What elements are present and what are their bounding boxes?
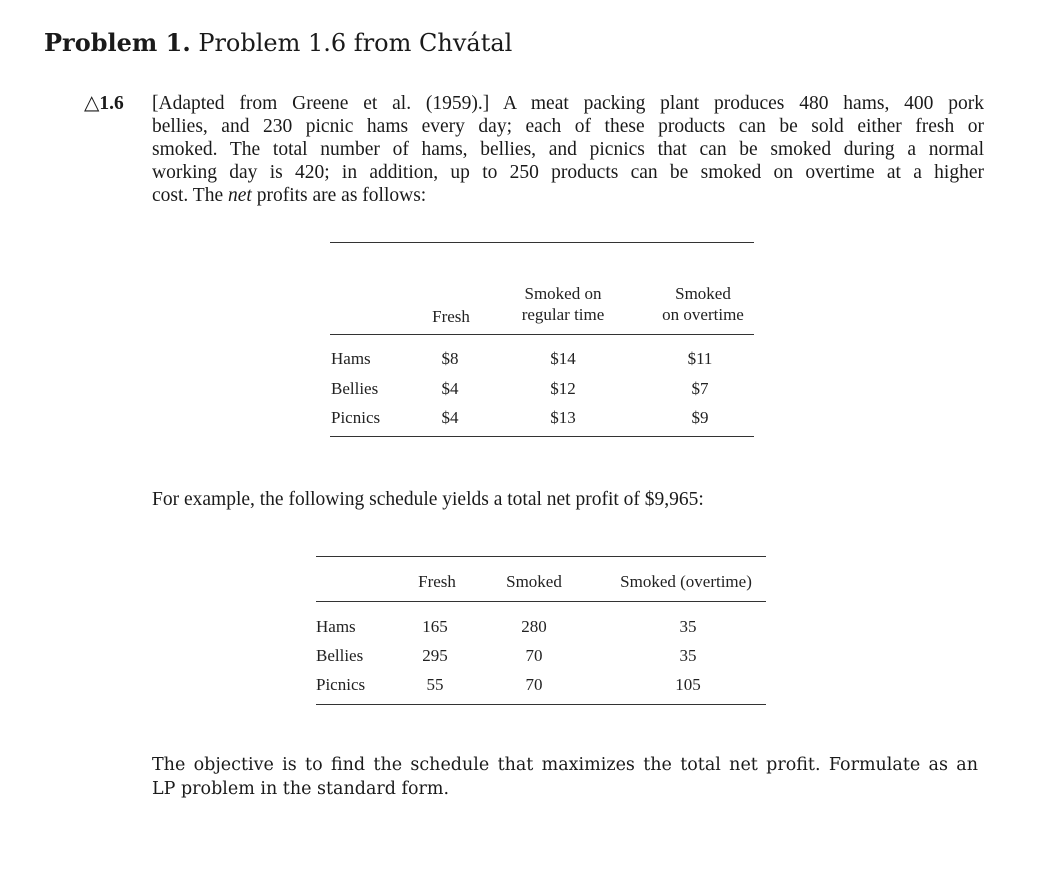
column-header: Smoked on	[524, 284, 602, 303]
table-cell: 55	[426, 675, 444, 694]
table-cell: $8	[441, 349, 459, 368]
table-cell: 105	[675, 675, 701, 694]
table-cell: $7	[691, 379, 709, 398]
table-top-rule	[330, 242, 754, 243]
table-cell: $4	[441, 379, 459, 398]
row-label: Hams	[331, 349, 371, 368]
table-cell: 70	[525, 646, 543, 665]
problem-title: Problem 1.6 from Chvátal	[198, 29, 513, 57]
column-header: Smoked	[506, 572, 562, 591]
table-bottom-rule	[330, 436, 754, 437]
problem-line: bellies, and 230 picnic hams every day; each of these products can be sold either fresh or	[152, 116, 984, 137]
table-cell: $12	[550, 379, 576, 398]
example-text: For example, the following schedule yields a total net profit of $9,965:	[152, 489, 704, 510]
table-cell: 280	[521, 617, 547, 636]
column-header: regular time	[521, 305, 605, 324]
objective-paragraph	[152, 753, 978, 801]
table-cell: 70	[525, 675, 543, 694]
problem-line: smoked. The total number of hams, bellies, and picnics that can be smoked during a normal	[152, 139, 984, 160]
table-cell: 295	[422, 646, 448, 665]
row-label: Hams	[316, 617, 356, 636]
table-cell: $13	[550, 408, 576, 427]
table-cell: $14	[550, 349, 576, 368]
column-header: Smoked	[675, 284, 731, 303]
triangle-icon: △	[84, 92, 100, 114]
problem-number: Problem 1.	[44, 28, 191, 57]
table-cell: $9	[691, 408, 709, 427]
problem-line-text: cost. The	[152, 185, 229, 206]
table-cell: $4	[441, 408, 459, 427]
header-rule	[330, 334, 754, 335]
table-cell: 35	[679, 646, 697, 665]
problem-line-text: profits are as follows:	[251, 185, 427, 206]
column-header: on overtime	[662, 305, 744, 324]
table-cell: 35	[679, 617, 697, 636]
objective-line: LP problem in the standard form.	[152, 779, 450, 799]
emphasis-net: net	[228, 185, 252, 206]
objective-line: The objective is to find the schedule that maximizes the total net profit. Formulate as an	[152, 755, 978, 775]
exercise-number: 1.6	[99, 93, 124, 114]
row-label: Picnics	[331, 408, 381, 427]
row-label: Bellies	[316, 646, 364, 665]
column-header: Smoked (overtime)	[620, 572, 752, 591]
row-label: Picnics	[316, 675, 366, 694]
row-label: Bellies	[331, 379, 379, 398]
table-cell: 165	[422, 617, 448, 636]
problem-line: working day is 420; in addition, up to 250 products can be smoked on overtime at a higher	[152, 162, 984, 183]
column-header: Fresh	[418, 572, 456, 591]
problem-line: [Adapted from Greene et al. (1959).] A meat packing plant produces 480 hams, 400 pork	[152, 93, 984, 114]
table-cell: $11	[687, 349, 713, 368]
column-header: Fresh	[432, 307, 470, 326]
